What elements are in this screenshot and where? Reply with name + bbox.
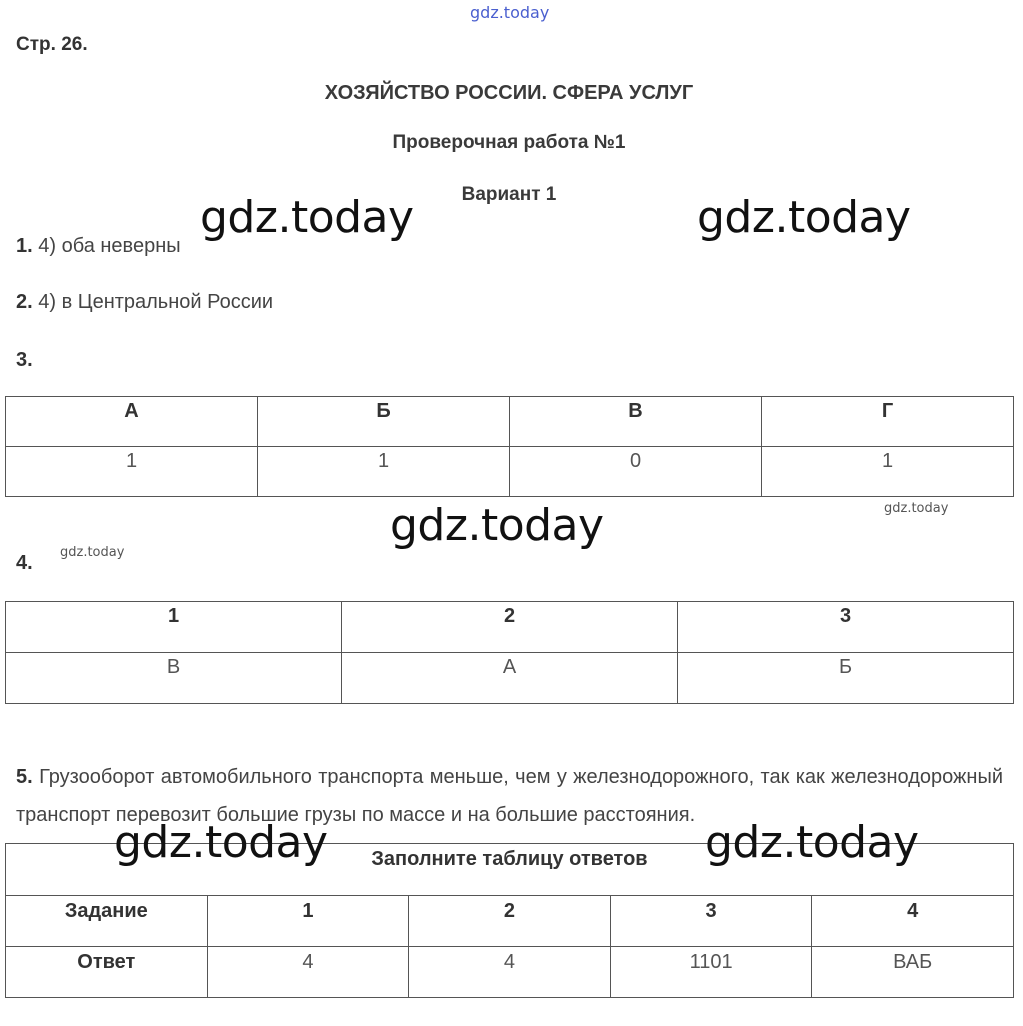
answer-5-text: Грузооборот автомобильного транспорта меньше, чем у железнодорожного, так как железнодорожный транспорт перевозит большие грузы по массе и на большие расстояния. (16, 766, 1003, 826)
page-number: Стр. 26. (16, 34, 88, 55)
answer-4 (16, 552, 33, 575)
table-row (6, 447, 1014, 497)
table-row (6, 602, 1014, 653)
answer-2 (16, 291, 273, 314)
table-cell: 1101 (610, 947, 812, 998)
table-header-cell: 2 (342, 602, 678, 653)
table-row (6, 653, 1014, 704)
answer-3-number: 3. (16, 349, 33, 371)
answer-5-number: 5. (16, 766, 33, 788)
table-cell: 1 (258, 447, 510, 497)
table-header-cell: 1 (207, 896, 409, 947)
table-cell: 1 (762, 447, 1014, 497)
answer-1-text: 4) оба неверны (38, 235, 181, 257)
row-label-answer: Ответ (6, 947, 208, 998)
watermark-7: gdz.today (705, 817, 919, 868)
page-subtitle: Проверочная работа №1 (392, 132, 626, 153)
answer-2-text: 4) в Центральной России (38, 291, 274, 313)
table-cell: 1 (6, 447, 258, 497)
table-row (6, 896, 1014, 947)
table-row (6, 397, 1014, 447)
table-header-cell: 2 (409, 896, 611, 947)
watermark-1: gdz.today (200, 192, 414, 243)
table-cell: 4 (207, 947, 409, 998)
watermark-2: gdz.today (697, 192, 911, 243)
table-header-cell: А (6, 397, 258, 447)
table-header-cell: 3 (678, 602, 1014, 653)
table-cell: 4 (409, 947, 611, 998)
answers-table-title: Заполните таблицу ответов (6, 844, 1014, 896)
answer-1-number: 1. (16, 235, 33, 257)
watermark-3: gdz.today (884, 501, 949, 516)
table-cell: ВАБ (812, 947, 1014, 998)
answer-2-number: 2. (16, 291, 33, 313)
variant-label: Вариант 1 (461, 184, 557, 205)
answer-4-number: 4. (16, 552, 33, 574)
answer-3 (16, 349, 33, 372)
table-header-cell: 1 (6, 602, 342, 653)
watermark-4: gdz.today (390, 500, 604, 551)
table-header-cell: 3 (610, 896, 812, 947)
table-header-cell: Б (258, 397, 510, 447)
watermark-top: gdz.today (470, 3, 550, 22)
table-cell: А (342, 653, 678, 704)
table-header-cell: Г (762, 397, 1014, 447)
answer-1 (16, 235, 181, 258)
table-row (6, 947, 1014, 998)
table-cell: В (6, 653, 342, 704)
answer-4-table (5, 601, 1014, 704)
page-title: ХОЗЯЙСТВО РОССИИ. СФЕРА УСЛУГ (324, 82, 694, 104)
answer-3-table (5, 396, 1014, 497)
table-cell: 0 (510, 447, 762, 497)
row-label-task: Задание (6, 896, 208, 947)
watermark-6: gdz.today (114, 817, 328, 868)
table-header-cell: В (510, 397, 762, 447)
watermark-5: gdz.today (60, 545, 125, 560)
table-cell: Б (678, 653, 1014, 704)
table-header-cell: 4 (812, 896, 1014, 947)
